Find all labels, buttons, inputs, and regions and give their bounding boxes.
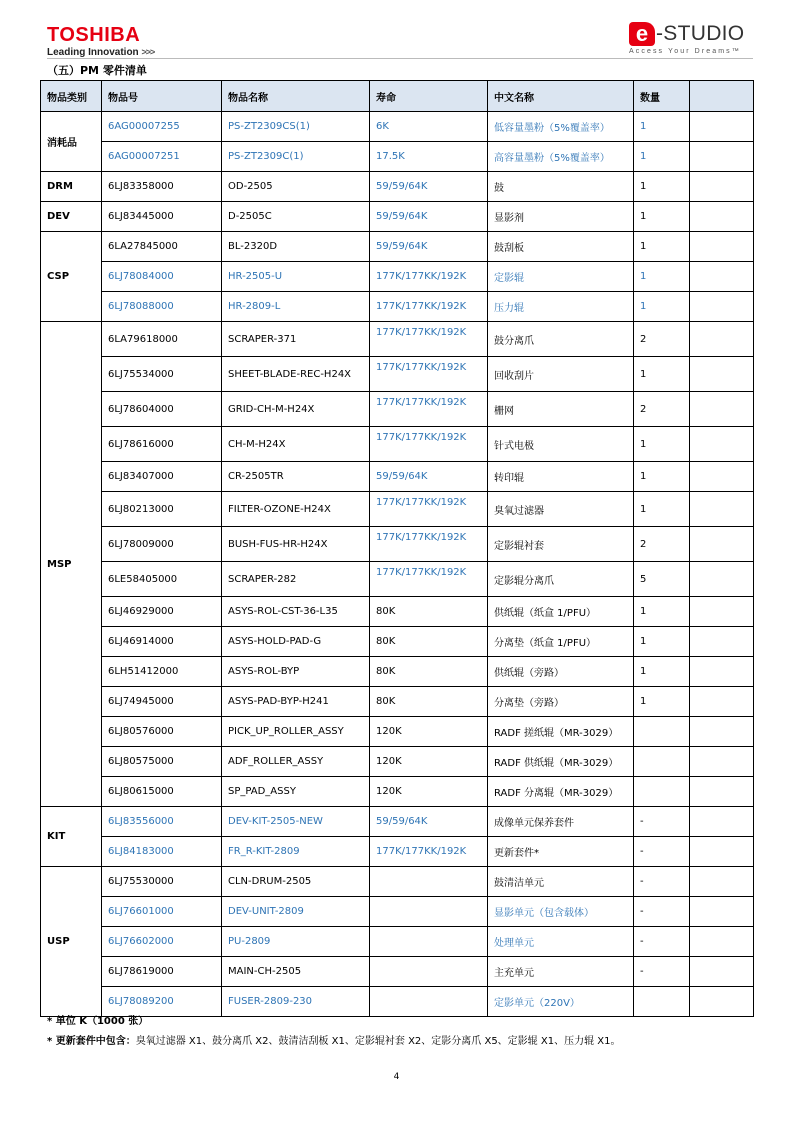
table-row	[41, 597, 754, 627]
product-tagline: Access Your Dreams™	[629, 48, 741, 55]
table-row	[41, 172, 754, 202]
life-cell: 177K/177KK/192K	[370, 427, 488, 462]
blank-cell	[690, 897, 754, 927]
quantity-cell: -	[634, 927, 690, 957]
table-row	[41, 807, 754, 837]
table-row	[41, 562, 754, 597]
blank-cell	[690, 262, 754, 292]
life-cell: 177K/177KK/192K	[370, 837, 488, 867]
category-cell: KIT	[41, 807, 102, 867]
table-row	[41, 202, 754, 232]
part-number-cell: 6LJ80575000	[102, 747, 222, 777]
part-name-cell: PICK_UP_ROLLER_ASSY	[222, 717, 370, 747]
blank-cell	[690, 957, 754, 987]
quantity-cell: 2	[634, 527, 690, 562]
part-name-cell: GRID-CH-M-H24X	[222, 392, 370, 427]
blank-cell	[690, 142, 754, 172]
table-row	[41, 112, 754, 142]
part-number-cell: 6LJ76601000	[102, 897, 222, 927]
quantity-cell: 2	[634, 392, 690, 427]
chinese-name-cell: 鼓	[488, 172, 634, 202]
quantity-cell: 5	[634, 562, 690, 597]
part-number-cell: 6LJ75534000	[102, 357, 222, 392]
category-cell: CSP	[41, 232, 102, 322]
part-name-cell: PS-ZT2309C(1)	[222, 142, 370, 172]
part-number-cell: 6LJ80213000	[102, 492, 222, 527]
life-cell: 80K	[370, 657, 488, 687]
part-name-cell: ASYS-ROL-CST-36-L35	[222, 597, 370, 627]
blank-cell	[690, 527, 754, 562]
life-cell: 177K/177KK/192K	[370, 322, 488, 357]
table-row	[41, 657, 754, 687]
table-row	[41, 322, 754, 357]
blank-cell	[690, 657, 754, 687]
chinese-name-cell: 定影辊	[488, 262, 634, 292]
category-cell: DRM	[41, 172, 102, 202]
part-number-cell: 6LJ78084000	[102, 262, 222, 292]
table-row	[41, 777, 754, 807]
part-name-cell: BUSH-FUS-HR-H24X	[222, 527, 370, 562]
part-number-cell: 6LJ83407000	[102, 462, 222, 492]
part-name-cell: FR_R-KIT-2809	[222, 837, 370, 867]
chinese-name-cell: 显影单元（包含载体）	[488, 897, 634, 927]
quantity-cell: -	[634, 957, 690, 987]
blank-cell	[690, 867, 754, 897]
part-name-cell: HR-2505-U	[222, 262, 370, 292]
part-name-cell: D-2505C	[222, 202, 370, 232]
part-name-cell: ASYS-ROL-BYP	[222, 657, 370, 687]
part-number-cell: 6LJ76602000	[102, 927, 222, 957]
unit-note: * 单位 K（1000 张）	[47, 1016, 149, 1027]
chinese-name-cell: 分离垫（纸盒 1/PFU）	[488, 627, 634, 657]
estudio-logo	[629, 22, 754, 55]
part-name-cell: DEV-UNIT-2809	[222, 897, 370, 927]
quantity-cell	[634, 717, 690, 747]
blank-cell	[690, 562, 754, 597]
blank-cell	[690, 202, 754, 232]
life-cell	[370, 897, 488, 927]
table-row	[41, 867, 754, 897]
table-row	[41, 627, 754, 657]
part-number-cell: 6AG00007251	[102, 142, 222, 172]
part-name-cell: CH-M-H24X	[222, 427, 370, 462]
quantity-cell: 1	[634, 357, 690, 392]
life-cell: 59/59/64K	[370, 232, 488, 262]
part-number-cell: 6LJ75530000	[102, 867, 222, 897]
table-row	[41, 142, 754, 172]
chinese-name-cell: 供纸辊（纸盒 1/PFU）	[488, 597, 634, 627]
table-row	[41, 427, 754, 462]
part-number-cell: 6LE58405000	[102, 562, 222, 597]
chinese-name-cell: 鼓刮板	[488, 232, 634, 262]
life-cell	[370, 867, 488, 897]
chinese-name-cell: 分离垫（旁路）	[488, 687, 634, 717]
header-life: 寿命	[370, 81, 488, 112]
chinese-name-cell: RADF 搓纸辊（MR-3029）	[488, 717, 634, 747]
blank-cell	[690, 627, 754, 657]
life-cell: 59/59/64K	[370, 462, 488, 492]
chinese-name-cell: 针式电极	[488, 427, 634, 462]
life-cell: 80K	[370, 687, 488, 717]
part-name-cell: BL-2320D	[222, 232, 370, 262]
life-cell: 177K/177KK/192K	[370, 562, 488, 597]
blank-cell	[690, 747, 754, 777]
part-name-cell: MAIN-CH-2505	[222, 957, 370, 987]
chinese-name-cell: 臭氧过滤器	[488, 492, 634, 527]
part-number-cell: 6LJ78088000	[102, 292, 222, 322]
blank-cell	[690, 427, 754, 462]
header-blank	[690, 81, 754, 112]
category-cell: DEV	[41, 202, 102, 232]
chinese-name-cell: 定影辊分离爪	[488, 562, 634, 597]
part-name-cell: SCRAPER-371	[222, 322, 370, 357]
life-cell: 120K	[370, 717, 488, 747]
table-row	[41, 292, 754, 322]
life-cell: 120K	[370, 777, 488, 807]
table-row	[41, 527, 754, 562]
quantity-cell: -	[634, 837, 690, 867]
quantity-cell: 1	[634, 687, 690, 717]
life-cell: 17.5K	[370, 142, 488, 172]
header-part-name: 物品名称	[222, 81, 370, 112]
chinese-name-cell: 回收刮片	[488, 357, 634, 392]
part-number-cell: 6LJ46929000	[102, 597, 222, 627]
header-quantity: 数量	[634, 81, 690, 112]
brand-tagline	[47, 47, 154, 58]
part-number-cell: 6LH51412000	[102, 657, 222, 687]
chinese-name-cell: 定影辊衬套	[488, 527, 634, 562]
chinese-name-cell: 供纸辊（旁路）	[488, 657, 634, 687]
quantity-cell: 1	[634, 427, 690, 462]
quantity-cell: 1	[634, 112, 690, 142]
blank-cell	[690, 172, 754, 202]
part-number-cell: 6LJ83358000	[102, 172, 222, 202]
blank-cell	[690, 777, 754, 807]
quantity-cell: 1	[634, 657, 690, 687]
part-name-cell: FUSER-2809-230	[222, 987, 370, 1017]
tagline-text: Leading Innovation	[47, 47, 139, 58]
life-cell: 59/59/64K	[370, 172, 488, 202]
blank-cell	[690, 357, 754, 392]
part-number-cell: 6LJ78604000	[102, 392, 222, 427]
blank-cell	[690, 597, 754, 627]
part-name-cell: ADF_ROLLER_ASSY	[222, 747, 370, 777]
chinese-name-cell: 压力辊	[488, 292, 634, 322]
table-row	[41, 837, 754, 867]
table-row	[41, 262, 754, 292]
chinese-name-cell: 处理单元	[488, 927, 634, 957]
life-cell: 177K/177KK/192K	[370, 527, 488, 562]
quantity-cell: 1	[634, 627, 690, 657]
part-name-cell: PS-ZT2309CS(1)	[222, 112, 370, 142]
chinese-name-cell: 更新套件*	[488, 837, 634, 867]
e-badge-icon: e	[629, 22, 655, 46]
part-name-cell: PU-2809	[222, 927, 370, 957]
chinese-name-cell: 转印辊	[488, 462, 634, 492]
part-number-cell: 6LJ78009000	[102, 527, 222, 562]
life-cell	[370, 957, 488, 987]
part-number-cell: 6LJ80576000	[102, 717, 222, 747]
table-body	[41, 112, 754, 1017]
life-cell: 177K/177KK/192K	[370, 392, 488, 427]
chinese-name-cell: 鼓分离爪	[488, 322, 634, 357]
life-cell: 120K	[370, 747, 488, 777]
product-name: -STUDIO	[656, 22, 745, 45]
table-row	[41, 357, 754, 392]
part-name-cell: ASYS-HOLD-PAD-G	[222, 627, 370, 657]
header-category: 物品类别	[41, 81, 102, 112]
chinese-name-cell: 主充单元	[488, 957, 634, 987]
life-cell: 177K/177KK/192K	[370, 357, 488, 392]
quantity-cell	[634, 777, 690, 807]
life-cell	[370, 927, 488, 957]
table-row	[41, 492, 754, 527]
table-row	[41, 232, 754, 262]
blank-cell	[690, 987, 754, 1017]
part-number-cell: 6AG00007255	[102, 112, 222, 142]
life-cell: 80K	[370, 627, 488, 657]
quantity-cell: 1	[634, 492, 690, 527]
part-number-cell: 6LJ83445000	[102, 202, 222, 232]
part-number-cell: 6LJ83556000	[102, 807, 222, 837]
part-number-cell: 6LJ80615000	[102, 777, 222, 807]
chinese-name-cell: 成像单元保养套件	[488, 807, 634, 837]
part-name-cell: HR-2809-L	[222, 292, 370, 322]
life-cell: 59/59/64K	[370, 202, 488, 232]
toshiba-logo	[47, 25, 154, 58]
life-cell: 59/59/64K	[370, 807, 488, 837]
quantity-cell: 1	[634, 597, 690, 627]
quantity-cell: -	[634, 807, 690, 837]
blank-cell	[690, 927, 754, 957]
table-row	[41, 687, 754, 717]
kit-note-contents: 臭氧过滤器 X1、鼓分离爪 X2、鼓清洁刮板 X1、定影辊衬套 X2、定影分离爪 X5、定影辊 X1、压力辊 X1。	[135, 1036, 621, 1047]
blank-cell	[690, 717, 754, 747]
life-cell: 177K/177KK/192K	[370, 292, 488, 322]
pm-parts-table	[40, 80, 754, 1017]
chinese-name-cell: 鼓清洁单元	[488, 867, 634, 897]
blank-cell	[690, 462, 754, 492]
quantity-cell: -	[634, 897, 690, 927]
life-cell: 80K	[370, 597, 488, 627]
part-name-cell: ASYS-PAD-BYP-H241	[222, 687, 370, 717]
chinese-name-cell: RADF 供纸辊（MR-3029）	[488, 747, 634, 777]
part-number-cell: 6LJ74945000	[102, 687, 222, 717]
quantity-cell: -	[634, 867, 690, 897]
part-name-cell: SP_PAD_ASSY	[222, 777, 370, 807]
part-number-cell: 6LJ78619000	[102, 957, 222, 987]
table-header-row	[41, 81, 754, 112]
kit-note	[47, 1032, 620, 1052]
part-number-cell: 6LJ84183000	[102, 837, 222, 867]
quantity-cell: 1	[634, 462, 690, 492]
footnotes	[47, 1012, 620, 1052]
header-part-number: 物品号	[102, 81, 222, 112]
category-cell: MSP	[41, 322, 102, 807]
kit-note-label: * 更新套件中包含：	[47, 1036, 136, 1047]
blank-cell	[690, 392, 754, 427]
part-name-cell: SCRAPER-282	[222, 562, 370, 597]
blank-cell	[690, 687, 754, 717]
table-row	[41, 957, 754, 987]
part-name-cell: DEV-KIT-2505-NEW	[222, 807, 370, 837]
quantity-cell: 1	[634, 262, 690, 292]
part-name-cell: SHEET-BLADE-REC-H24X	[222, 357, 370, 392]
part-number-cell: 6LA79618000	[102, 322, 222, 357]
blank-cell	[690, 492, 754, 527]
table-row	[41, 462, 754, 492]
blank-cell	[690, 232, 754, 262]
blank-cell	[690, 112, 754, 142]
table-row	[41, 392, 754, 427]
quantity-cell	[634, 987, 690, 1017]
table-row	[41, 747, 754, 777]
chinese-name-cell: 显影剂	[488, 202, 634, 232]
part-name-cell: CLN-DRUM-2505	[222, 867, 370, 897]
category-cell: USP	[41, 867, 102, 1017]
chinese-name-cell: 高容量墨粉（5%覆盖率）	[488, 142, 634, 172]
brand-name: TOSHIBA	[47, 24, 141, 46]
life-cell: 6K	[370, 112, 488, 142]
blank-cell	[690, 807, 754, 837]
chinese-name-cell: RADF 分离辊（MR-3029）	[488, 777, 634, 807]
quantity-cell: 1	[634, 142, 690, 172]
part-name-cell: CR-2505TR	[222, 462, 370, 492]
header-chinese-name: 中文名称	[488, 81, 634, 112]
page-number: 4	[393, 1072, 400, 1082]
quantity-cell: 1	[634, 202, 690, 232]
part-number-cell: 6LJ46914000	[102, 627, 222, 657]
blank-cell	[690, 322, 754, 357]
part-name-cell: FILTER-OZONE-H24X	[222, 492, 370, 527]
section-title: （五）PM 零件清单	[47, 64, 147, 77]
quantity-cell: 2	[634, 322, 690, 357]
chinese-name-cell: 定影单元（220V）	[488, 987, 634, 1017]
chinese-name-cell: 低容量墨粉（5%覆盖率）	[488, 112, 634, 142]
table-row	[41, 927, 754, 957]
header-divider	[47, 58, 753, 59]
part-number-cell: 6LJ78089200	[102, 987, 222, 1017]
part-number-cell: 6LJ78616000	[102, 427, 222, 462]
blank-cell	[690, 292, 754, 322]
table-row	[41, 897, 754, 927]
quantity-cell: 1	[634, 292, 690, 322]
part-name-cell: OD-2505	[222, 172, 370, 202]
chinese-name-cell: 栅网	[488, 392, 634, 427]
quantity-cell	[634, 747, 690, 777]
table-row	[41, 717, 754, 747]
quantity-cell: 1	[634, 232, 690, 262]
blank-cell	[690, 837, 754, 867]
life-cell: 177K/177KK/192K	[370, 492, 488, 527]
part-number-cell: 6LA27845000	[102, 232, 222, 262]
tagline-arrows-icon: >>>	[141, 47, 155, 57]
category-cell: 消耗品	[41, 112, 102, 172]
quantity-cell: 1	[634, 172, 690, 202]
life-cell: 177K/177KK/192K	[370, 262, 488, 292]
